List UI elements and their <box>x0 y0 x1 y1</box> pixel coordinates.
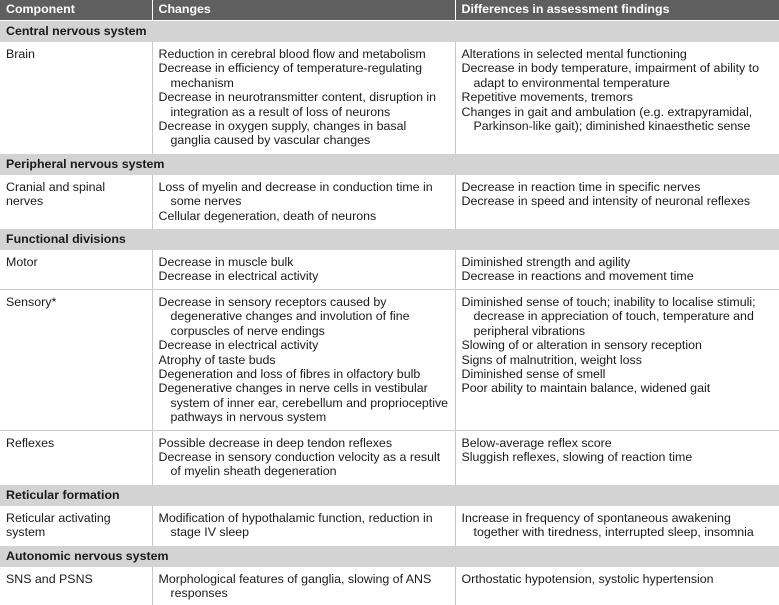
change-item: Modification of hypothalamic function, reduction in stage IV sleep <box>159 511 449 540</box>
changes-cell <box>152 289 455 430</box>
findings-cell <box>455 430 779 484</box>
change-item: Degenerative changes in nerve cells in vestibular system of inner ear, cerebellum and proprioceptive pathways in nervous system <box>159 381 449 424</box>
change-item: Loss of myelin and decrease in conduction time in some nerves <box>159 180 449 209</box>
changes-cell <box>152 430 455 484</box>
finding-item: Changes in gait and ambulation (e.g. extrapyramidal, Parkinson-like gait); diminished kinaesthetic sense <box>462 105 774 134</box>
header-changes: Changes <box>152 0 455 21</box>
change-item: Decrease in oxygen supply, changes in basal ganglia caused by vascular changes <box>159 119 449 148</box>
changes-cell <box>152 175 455 229</box>
change-item: Decrease in sensory receptors caused by degenerative changes and involution of fine corpuscles of nerve endings <box>159 295 449 338</box>
findings-cell <box>455 250 779 289</box>
section-title: Central nervous system <box>0 21 779 43</box>
change-item: Decrease in muscle bulk <box>159 255 449 269</box>
change-item: Possible decrease in deep tendon reflexes <box>159 436 449 450</box>
component-cell: Reticular activating system <box>0 506 152 545</box>
finding-item: Below-average reflex score <box>462 436 774 450</box>
finding-item: Decrease in reactions and movement time <box>462 269 774 283</box>
header-row <box>0 0 779 21</box>
table-header <box>0 0 779 21</box>
section-title: Reticular formation <box>0 484 779 506</box>
changes-cell <box>152 42 455 153</box>
change-item: Decrease in electrical activity <box>159 338 449 352</box>
table-row <box>0 430 779 484</box>
finding-item: Increase in frequency of spontaneous awakening together with tiredness, interrupted sleep, insomnia <box>462 511 774 540</box>
change-item: Decrease in electrical activity <box>159 269 449 283</box>
component-cell: Reflexes <box>0 430 152 484</box>
findings-cell <box>455 175 779 229</box>
change-item: Degeneration and loss of fibres in olfactory bulb <box>159 367 449 381</box>
section-header-row <box>0 21 779 43</box>
change-item: Cellular degeneration, death of neurons <box>159 209 449 223</box>
table-row <box>0 250 779 289</box>
findings-cell <box>455 506 779 545</box>
section-header-row <box>0 153 779 175</box>
finding-item: Poor ability to maintain balance, widened gait <box>462 381 774 395</box>
section-header-row <box>0 545 779 567</box>
finding-item: Diminished sense of touch; inability to localise stimuli; decrease in appreciation of touch, temperature and peripheral vibrations <box>462 295 774 338</box>
finding-item: Diminished strength and agility <box>462 255 774 269</box>
finding-item: Sluggish reflexes, slowing of reaction time <box>462 450 774 464</box>
section-header-row <box>0 229 779 251</box>
component-cell: Sensory* <box>0 289 152 430</box>
findings-cell <box>455 42 779 153</box>
finding-item: Signs of malnutrition, weight loss <box>462 353 774 367</box>
changes-cell <box>152 506 455 545</box>
change-item: Morphological features of ganglia, slowing of ANS responses <box>159 572 449 601</box>
component-cell: SNS and PSNS <box>0 567 152 605</box>
change-item: Decrease in sensory conduction velocity as a result of myelin sheath degeneration <box>159 450 449 479</box>
finding-item: Decrease in reaction time in specific nerves <box>462 180 774 194</box>
section-header-row <box>0 484 779 506</box>
table-row <box>0 42 779 153</box>
changes-cell <box>152 567 455 605</box>
table-row <box>0 567 779 605</box>
header-findings: Differences in assessment findings <box>455 0 779 21</box>
section-title: Peripheral nervous system <box>0 153 779 175</box>
finding-item: Alterations in selected mental functioning <box>462 47 774 61</box>
change-item: Decrease in neurotransmitter content, disruption in integration as a result of loss of neurons <box>159 90 449 119</box>
section-title: Autonomic nervous system <box>0 545 779 567</box>
finding-item: Diminished sense of smell <box>462 367 774 381</box>
change-item: Atrophy of taste buds <box>159 353 449 367</box>
findings-cell <box>455 289 779 430</box>
section-title: Functional divisions <box>0 229 779 251</box>
component-cell: Brain <box>0 42 152 153</box>
changes-cell <box>152 250 455 289</box>
finding-item: Orthostatic hypotension, systolic hypertension <box>462 572 774 586</box>
component-cell: Motor <box>0 250 152 289</box>
finding-item: Slowing of or alteration in sensory reception <box>462 338 774 352</box>
change-item: Decrease in efficiency of temperature-regulating mechanism <box>159 61 449 90</box>
table-row <box>0 175 779 229</box>
finding-item: Repetitive movements, tremors <box>462 90 774 104</box>
table-row <box>0 506 779 545</box>
header-component: Component <box>0 0 152 21</box>
table-row <box>0 289 779 430</box>
change-item: Reduction in cerebral blood flow and metabolism <box>159 47 449 61</box>
finding-item: Decrease in speed and intensity of neuronal reflexes <box>462 194 774 208</box>
component-cell: Cranial and spinal nerves <box>0 175 152 229</box>
finding-item: Decrease in body temperature, impairment of ability to adapt to environmental temperature <box>462 61 774 90</box>
findings-cell <box>455 567 779 605</box>
table-body <box>0 21 779 605</box>
